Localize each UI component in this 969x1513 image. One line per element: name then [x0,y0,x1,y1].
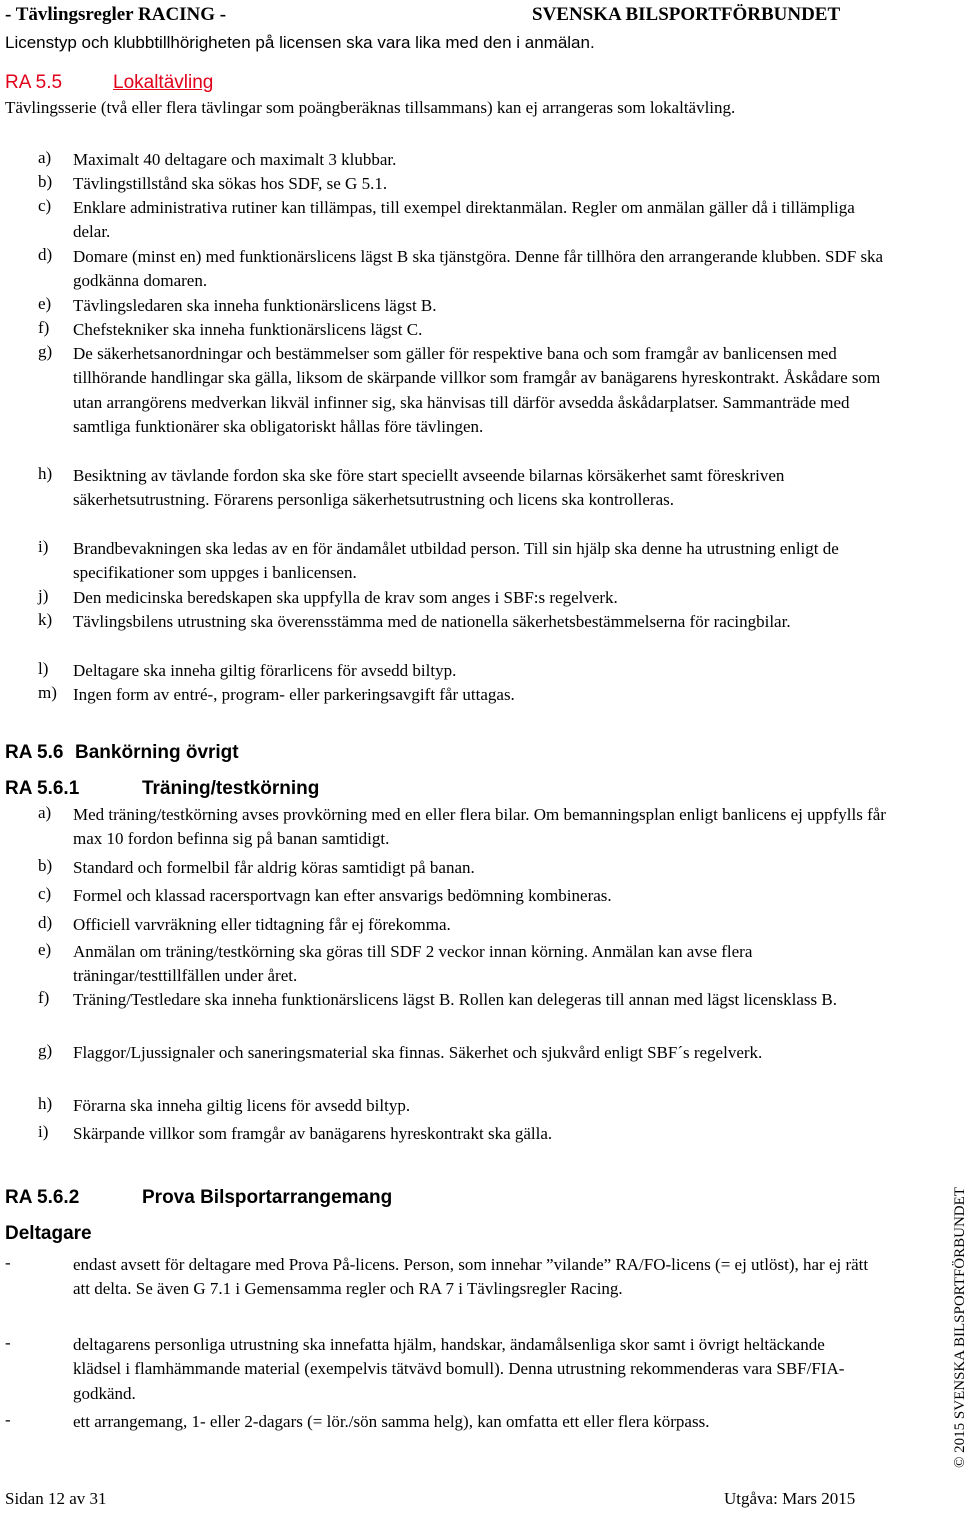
item-label: k) [38,610,53,629]
item-label: i) [38,1122,49,1141]
list-item [38,940,888,989]
side-copyright: © 2015 SVENSKA BILSPORTFÖRBUNDET [952,1187,968,1468]
item-label: b) [38,856,53,875]
list-item [38,803,888,852]
item-label: c) [38,196,52,215]
list-item [38,196,888,245]
item-text: Förarna ska inneha giltig licens för avsedd biltyp. [73,1096,411,1115]
item-text: endast avsett för deltagare med Prova På-licens. Person, som innehar ”vilande” RA/FO-licens (= ej utlöst), har ej rätt att delta. Se även G 7.1 i Gemensamma regler och RA 7 i Tävlingsregler Racing. [73,1255,869,1299]
item-text: Tävlingsledaren ska inneha funktionärslicens lägst B. [73,296,437,315]
item-label: e) [38,294,52,313]
list-item [38,294,888,318]
item-text: Enklare administrativa rutiner kan tillämpas, till exempel direktanmälan. Regler om anmälan gäller då i tillämpliga delar. [73,198,855,242]
item-label: l) [38,659,49,678]
header-left: - Tävlingsregler RACING - [5,4,227,25]
item-text: De säkerhetsanordningar och bestämmelser som gäller för respektive bana och som framgår av banlicensen med tillhörande handlingar ska gälla, liksom de skärpande villkor som framgår av banägarens hyreskontrakt. Åskådare som utan arrangörens medverkan likväl infinner sig, ska hänvisas till därför avsedda åskådarplatser. Sammanträde med samtliga funktionärer ska obligatoriskt hållas före tävlingen. [73,344,881,436]
list-item [38,1041,888,1065]
item-label: j) [38,586,49,605]
item-label: g) [38,1041,53,1060]
item-label: d) [38,913,53,932]
item-text: Maximalt 40 deltagare och maximalt 3 klubbar. [73,150,397,169]
list-item [38,537,888,586]
item-label: - [5,1253,11,1272]
item-label: h) [38,464,53,483]
item-text: ett arrangemang, 1- eller 2-dagars (= lör./sön samma helg), kan omfatta ett eller flera körpass. [73,1412,710,1431]
item-text: Tävlingsbilens utrustning ska överensstämma med de nationella säkerhetsbestämmelserna för racingbilar. [73,612,791,631]
item-label: g) [38,342,53,361]
list-item [38,659,888,683]
list-item [38,683,888,707]
list-item [38,245,888,294]
item-text: Träning/Testledare ska inneha funktionärslicens lägst B. Rollen kan delegeras till annan med lägst licensklass B. [73,990,837,1009]
item-text: Formel och klassad racersportvagn kan efter ansvarigs bedömning kombineras. [73,886,612,905]
item-text: Anmälan om träning/testkörning ska göras till SDF 2 veckor innan körning. Anmälan kan avse flera träningar/testtillfällen under året. [73,942,753,986]
section-title-ra55: Lokaltävling [113,72,214,93]
item-text: Officiell varvräkning eller tidtagning får ej förekomma. [73,915,451,934]
item-text: Ingen form av entré-, program- eller parkeringsavgift får uttagas. [73,685,515,704]
item-label: - [5,1410,11,1429]
list-item [38,1122,888,1146]
footer-page: Sidan 12 av 31 [5,1489,107,1508]
section-number-ra56: RA 5.6 [5,742,64,763]
list-item [38,884,888,908]
item-label: a) [38,148,52,167]
list-item [38,172,888,196]
item-label: d) [38,245,53,264]
item-text: Den medicinska beredskapen ska uppfylla de krav som anges i SBF:s regelverk. [73,588,618,607]
item-text: Besiktning av tävlande fordon ska ske före start speciellt avseende bilarnas körsäkerhet samt föreskriven säkerhetsutrustning. Förarens personliga säkerhetsutrustning och licens ska kontrolleras. [73,466,785,510]
list-item [38,610,888,634]
item-label: m) [38,683,57,702]
item-text: Tävlingstillstånd ska sökas hos SDF, se G 5.1. [73,174,388,193]
item-text: deltagarens personliga utrustning ska innefatta hjälm, handskar, ändamålsenliga skor samt i övrigt heltäckande klädsel i flamhämmande material (exempelvis tätvävd bomull). Denna utrustning rekommenderas vara SBF/FIA-godkänd. [73,1335,845,1403]
subheading-deltagare: Deltagare [5,1223,92,1244]
section-number-ra561: RA 5.6.1 [5,778,80,799]
list-item [5,1253,873,1302]
section-title-ra562: Prova Bilsportarrangemang [142,1187,393,1208]
item-text: Brandbevakningen ska ledas av en för ändamålet utbildad person. Till sin hjälp ska denne ha utrustning enligt de specifikationer som uppges i banlicensen. [73,539,839,583]
list-item [38,988,888,1012]
ra55-intro: Tävlingsserie (två eller flera tävlingar som poängberäknas tillsammans) kan ej arrangeras som lokaltävling. [5,98,736,117]
section-number-ra562: RA 5.6.2 [5,1187,80,1208]
item-label: f) [38,318,50,337]
list-item [38,913,888,937]
list-item [5,1333,873,1406]
footer-edition: Utgåva: Mars 2015 [724,1489,856,1508]
section-title-ra56: Bankörning övrigt [75,742,239,763]
list-item [38,1094,888,1118]
item-text: Med träning/testkörning avses provkörning med en eller flera bilar. Om bemanningsplan enligt banlicens ej uppfylls får max 10 fordon befinna sig på banan samtidigt. [73,805,886,849]
intro-line: Licenstyp och klubbtillhörigheten på licensen ska vara lika med den i anmälan. [5,33,595,52]
item-label: c) [38,884,52,903]
item-text: Skärpande villkor som framgår av banägarens hyreskontrakt ska gälla. [73,1124,553,1143]
item-label: a) [38,803,52,822]
list-item [38,464,888,513]
list-item [38,342,888,439]
list-item [38,586,888,610]
list-item [38,318,888,342]
item-label: f) [38,988,50,1007]
item-text: Deltagare ska inneha giltig förarlicens för avsedd biltyp. [73,661,457,680]
item-label: - [5,1333,11,1352]
item-text: Flaggor/Ljussignaler och saneringsmaterial ska finnas. Säkerhet och sjukvård enligt SBF´s regelverk. [73,1043,763,1062]
item-label: i) [38,537,49,556]
header-right: SVENSKA BILSPORTFÖRBUNDET [532,4,841,25]
item-text: Chefstekniker ska inneha funktionärslicens lägst C. [73,320,423,339]
section-title-ra561: Träning/testkörning [142,778,320,799]
list-item [38,148,888,172]
item-label: e) [38,940,52,959]
item-text: Domare (minst en) med funktionärslicens lägst B ska tjänstgöra. Denne får tillhöra den arrangerande klubben. SDF ska godkänna domaren. [73,247,884,291]
item-label: b) [38,172,53,191]
section-number-ra55: RA 5.5 [5,72,63,93]
list-item [38,856,888,880]
item-label: h) [38,1094,53,1113]
item-text: Standard och formelbil får aldrig köras samtidigt på banan. [73,858,475,877]
list-item [5,1410,873,1434]
